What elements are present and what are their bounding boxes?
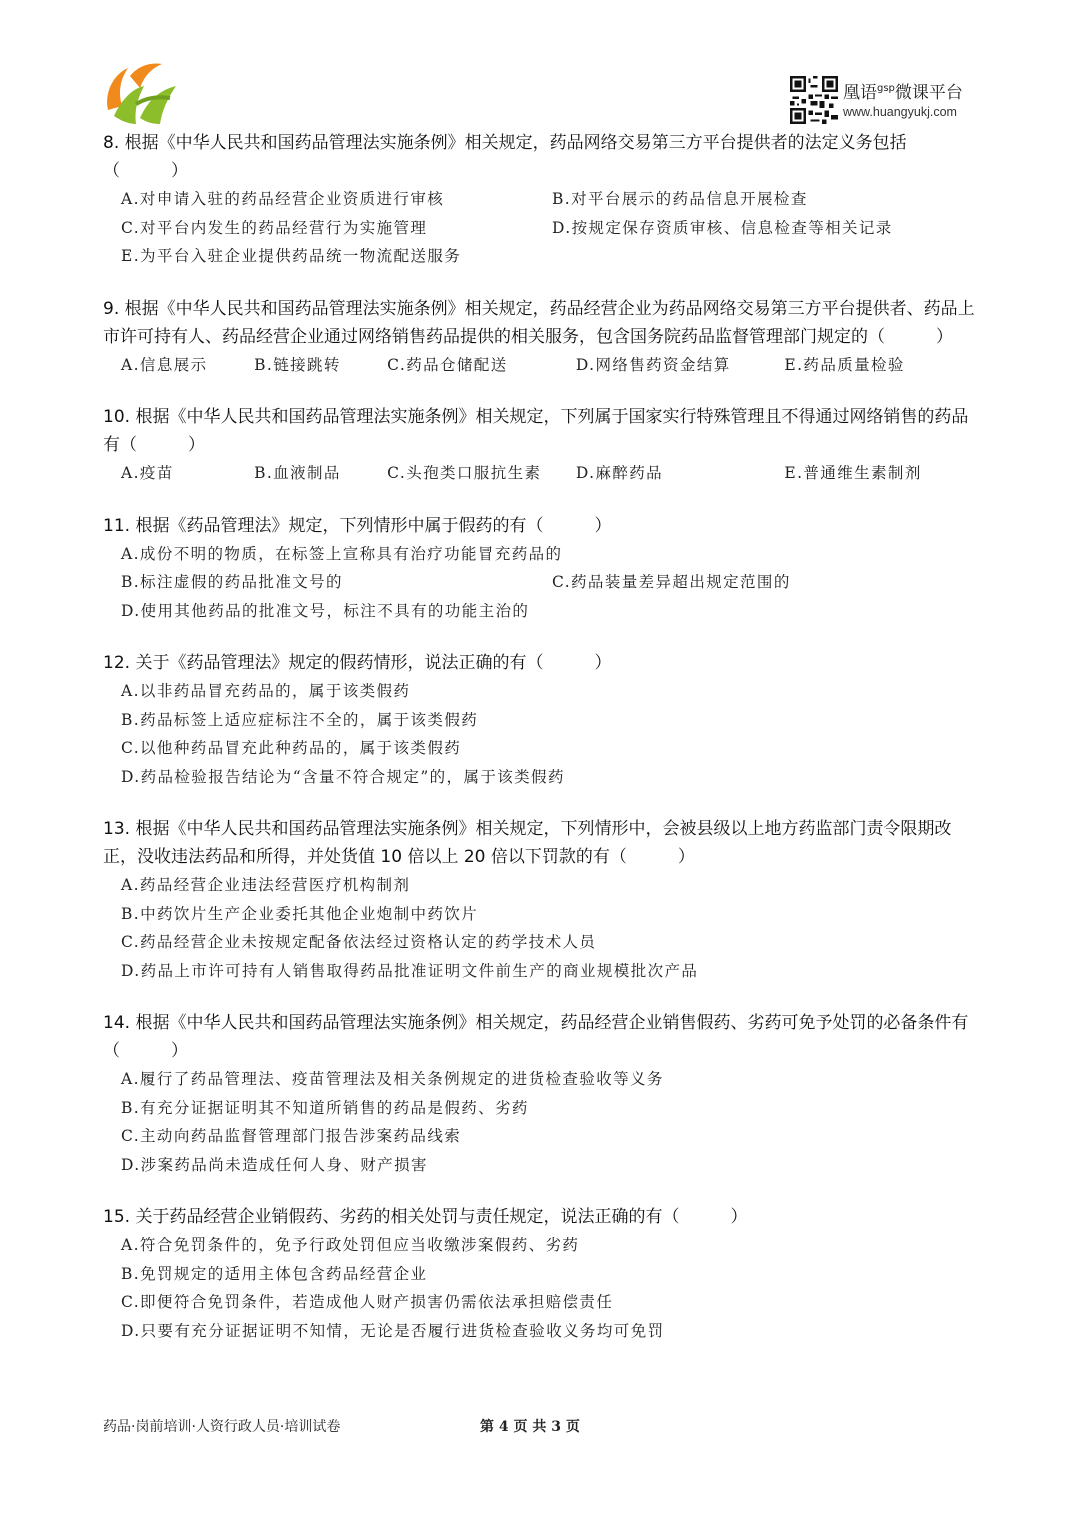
option-row [103, 734, 983, 763]
question-12 [103, 649, 983, 791]
option-row [103, 1317, 983, 1346]
question-text: 13. 根据《中华人民共和国药品管理法实施条例》相关规定，下列情形中，会被县级以上地方药监部门责令限期改正，没收违法药品和所得，并处货值 10 倍以上 20 倍以下罚款的有（ ） [103, 819, 952, 867]
brand-block [790, 76, 990, 124]
option-a[interactable]: A.符合免罚条件的，免予行政处罚但应当收缴涉案假药、劣药 [121, 1236, 580, 1254]
question-14 [103, 1009, 983, 1179]
option-row [103, 214, 983, 243]
option-a[interactable]: D.只要有充分证据证明不知情，无论是否履行进货检查验收义务均可免罚 [121, 1321, 665, 1340]
option-e[interactable]: E.药品质量检验 [784, 355, 905, 374]
question-text: 9. 根据《中华人民共和国药品管理法实施条例》相关规定，药品经营企业为药品网络交易第三方平台提供者、药品上市许可持有人、药品经营企业通过网络销售药品提供的相关服务，包含国务院药品监督管理部门规定的（ ） [103, 298, 975, 347]
question-13 [103, 815, 983, 985]
option-a[interactable]: D.药品上市许可持有人销售取得药品批准证明文件前生产的商业规模批次产品 [121, 961, 699, 980]
option-a[interactable]: B.中药饮片生产企业委托其他企业炮制中药饮片 [121, 904, 479, 923]
question-text: 15. 关于药品经营企业销假药、劣药的相关处罚与责任规定，说法正确的有（ ） [103, 1207, 748, 1227]
option-row [103, 928, 983, 957]
option-b[interactable]: B.血液制品 [254, 464, 341, 482]
option-a[interactable]: C.以他种药品冒充此种药品的，属于该类假药 [121, 739, 462, 757]
option-a[interactable]: A.药品经营企业违法经营医疗机构制剂 [121, 876, 411, 894]
question-10 [103, 403, 983, 488]
option-a[interactable]: D.药品检验报告结论为“含量不符合规定”的，属于该类假药 [121, 767, 565, 786]
option-row [103, 1094, 983, 1123]
qr-code-icon[interactable] [790, 76, 838, 124]
option-a[interactable]: C.药品经营企业未按规定配备依法经过资格认定的药学技术人员 [121, 933, 597, 951]
question-15 [103, 1203, 983, 1345]
option-row [103, 242, 983, 271]
option-row [103, 1288, 983, 1317]
option-row [103, 1231, 983, 1260]
option-a[interactable]: A.履行了药品管理法、疫苗管理法及相关条例规定的进货检查验收等义务 [121, 1070, 664, 1088]
option-row [103, 459, 983, 488]
question-11 [103, 512, 983, 626]
option-row [103, 900, 983, 929]
option-a[interactable]: C.主动向药品监督管理部门报告涉案药品线索 [121, 1127, 462, 1145]
option-d[interactable]: D.麻醉药品 [575, 464, 664, 482]
option-b[interactable]: B.链接跳转 [254, 355, 341, 374]
option-b[interactable]: B.对平台展示的药品信息开展检查 [552, 190, 808, 208]
question-text: 11. 根据《药品管理法》规定，下列情形中属于假药的有（ ） [103, 515, 612, 536]
brand-name: 凰语$^{gsp}$微课平台 [843, 83, 963, 103]
page-number: 第 4 页 共 3 页 [480, 1419, 580, 1435]
question-text: 12. 关于《药品管理法》规定的假药情形，说法正确的有（ ） [103, 653, 612, 673]
question-text: 14. 根据《中华人民共和国药品管理法实施条例》相关规定，药品经营企业销售假药、劣药可免予处罚的必备条件有（ ） [103, 1013, 969, 1061]
option-row [103, 540, 983, 569]
option-row [103, 871, 983, 900]
option-b[interactable]: C.药品装量差异超出规定范围的 [552, 573, 791, 591]
option-e[interactable]: E.普通维生素制剂 [784, 464, 922, 482]
option-a[interactable]: C.对平台内发生的药品经营行为实施管理 [121, 218, 428, 237]
option-row [103, 1122, 983, 1151]
option-a[interactable]: C.即便符合免罚条件，若造成他人财产损害仍需依法承担赔偿责任 [121, 1293, 614, 1311]
option-row [103, 185, 983, 214]
option-row [103, 351, 983, 380]
option-a[interactable]: A.成份不明的物质，在标签上宣称具有治疗功能冒充药品的 [121, 544, 563, 563]
question-text: 8. 根据《中华人民共和国药品管理法实施条例》相关规定，药品网络交易第三方平台提供者的法定义务包括（ ） [103, 133, 907, 181]
option-a[interactable]: B.标注虚假的药品批准文号的 [121, 573, 343, 591]
option-a[interactable]: D.涉案药品尚未造成任何人身、财产损害 [121, 1155, 428, 1174]
option-a[interactable]: A.信息展示 [121, 355, 208, 374]
option-row [103, 763, 983, 792]
option-row [103, 1065, 983, 1094]
question-list [103, 129, 983, 1369]
option-a[interactable]: A.对申请入驻的药品经营企业资质进行审核 [121, 190, 445, 208]
option-a[interactable]: B.药品标签上适应症标注不全的，属于该类假药 [121, 710, 479, 729]
option-row [103, 1260, 983, 1289]
option-a[interactable]: B.有充分证据证明其不知道所销售的药品是假药、劣药 [121, 1098, 529, 1117]
brand-url[interactable]: www.huangyukj.com [843, 105, 957, 119]
brand-logo [100, 58, 182, 130]
option-d[interactable]: D.网络售药资金结算 [575, 355, 731, 374]
question-8 [103, 129, 983, 271]
option-row [103, 957, 983, 986]
option-a[interactable]: E.为平台入驻企业提供药品统一物流配送服务 [121, 247, 462, 265]
option-a[interactable]: A.疫苗 [121, 464, 174, 482]
option-b[interactable]: D.按规定保存资质审核、信息检查等相关记录 [552, 218, 893, 237]
option-row [103, 597, 983, 626]
option-a[interactable]: B.免罚规定的适用主体包含药品经营企业 [121, 1264, 428, 1283]
option-row [103, 706, 983, 735]
option-a[interactable]: A.以非药品冒充药品的，属于该类假药 [121, 682, 411, 700]
option-c[interactable]: C.药品仓储配送 [387, 355, 508, 374]
question-text: 10. 根据《中华人民共和国药品管理法实施条例》相关规定，下列属于国家实行特殊管理且不得通过网络销售的药品有（ ） [103, 407, 969, 455]
option-c[interactable]: C.头孢类口服抗生素 [387, 464, 542, 482]
option-row [103, 677, 983, 706]
footer-title: 药品·岗前培训·人资行政人员·培训试卷 [103, 1419, 341, 1435]
option-row [103, 1151, 983, 1180]
option-row [103, 568, 983, 597]
option-a[interactable]: D.使用其他药品的批准文号，标注不具有的功能主治的 [121, 601, 530, 620]
question-9 [103, 295, 983, 380]
